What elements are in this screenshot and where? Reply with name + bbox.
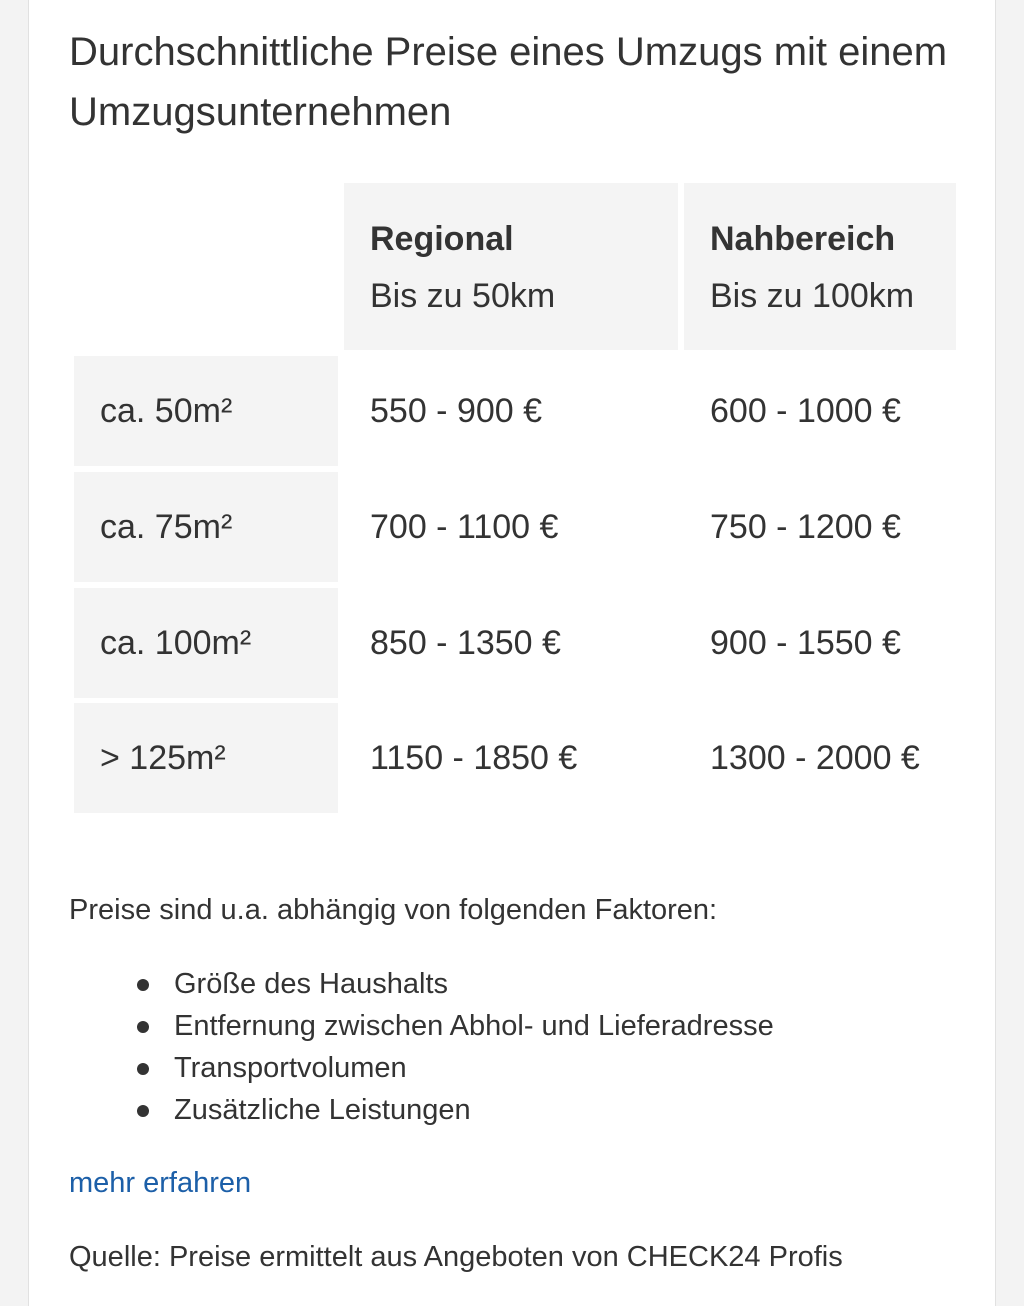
price-value: 1150 - 1850 € (370, 739, 578, 777)
row-label-text: ca. 100m² (100, 624, 252, 662)
list-item (69, 963, 774, 1005)
bullet-icon (137, 1021, 149, 1033)
list-item-text: Transportvolumen (174, 1052, 407, 1084)
price-cell (344, 703, 678, 813)
column-header-distance: Bis zu 50km (370, 277, 556, 315)
price-cell (684, 588, 956, 698)
price-cell (684, 472, 956, 582)
price-value: 600 - 1000 € (710, 392, 901, 430)
price-cell (684, 356, 956, 466)
row-label-text: ca. 50m² (100, 392, 233, 430)
factors-list (69, 963, 774, 1131)
list-item (69, 1089, 774, 1131)
price-cell (684, 703, 956, 813)
column-header-name: Nahbereich (710, 220, 896, 258)
list-item (69, 1005, 774, 1047)
row-label-text: > 125m² (100, 739, 226, 777)
price-value: 850 - 1350 € (370, 624, 561, 662)
row-label-text: ca. 75m² (100, 508, 233, 546)
row-label (74, 472, 338, 582)
bullet-icon (137, 1105, 149, 1117)
column-header-name: Regional (370, 220, 514, 258)
bullet-icon (137, 979, 149, 991)
price-value: 900 - 1550 € (710, 624, 901, 662)
page-title: Durchschnittliche Preise eines Umzugs mit einem Umzugsunternehmen (69, 30, 948, 134)
row-label (74, 356, 338, 466)
column-header-distance: Bis zu 100km (710, 277, 915, 315)
price-cell (344, 472, 678, 582)
list-item-text: Größe des Haushalts (174, 968, 449, 1000)
list-item-text: Entfernung zwischen Abhol- und Lieferadresse (174, 1010, 774, 1042)
price-cell (344, 356, 678, 466)
row-label (74, 703, 338, 813)
price-value: 550 - 900 € (370, 392, 543, 430)
factors-intro: Preise sind u.a. abhängig von folgenden Faktoren: (69, 894, 718, 926)
column-header-regional (344, 183, 678, 350)
price-value: 750 - 1200 € (710, 508, 901, 546)
row-label (74, 588, 338, 698)
price-value: 700 - 1100 € (370, 508, 559, 546)
price-cell (344, 588, 678, 698)
more-info-link[interactable]: mehr erfahren (69, 1167, 252, 1199)
price-value: 1300 - 2000 € (710, 739, 920, 777)
list-item (69, 1047, 774, 1089)
bullet-icon (137, 1063, 149, 1075)
list-item-text: Zusätzliche Leistungen (174, 1094, 471, 1126)
source-note: Quelle: Preise ermittelt aus Angeboten von CHECK24 Profis (69, 1241, 843, 1273)
column-header-nahbereich (684, 183, 956, 350)
price-card (28, 0, 996, 1306)
